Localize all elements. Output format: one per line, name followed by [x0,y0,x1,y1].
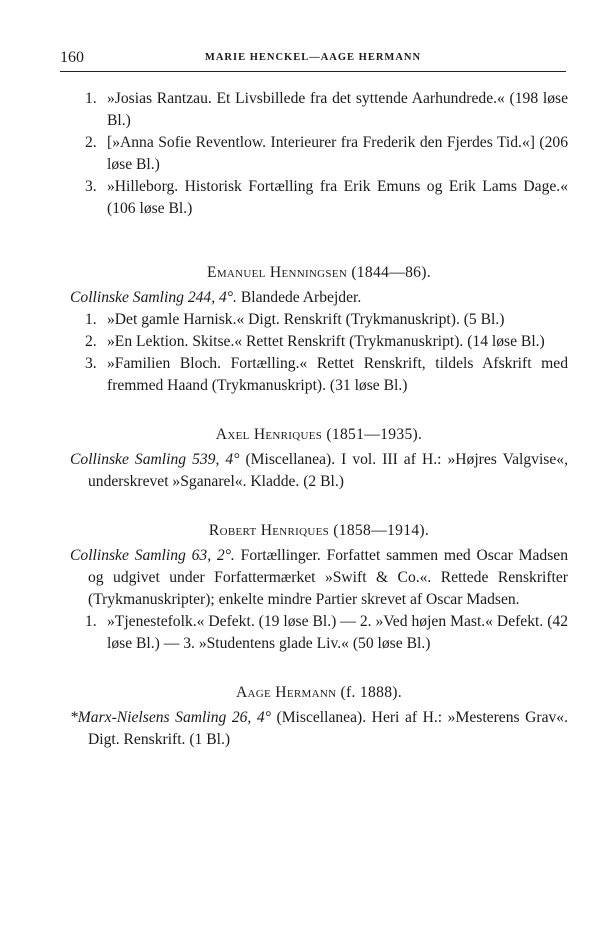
collection-text: (Miscellanea). Heri af H.: »Mesterens Grav«. Digt. Renskrift. (1 Bl.) [88,709,568,748]
collection-entry [70,545,568,611]
author-last-name: Henriques [253,426,323,443]
author-heading [70,262,568,284]
running-title: MARIE HENCKEL—AAGE HERMANN [204,52,422,63]
author-dates: (1851—1935). [326,426,423,443]
header-rule [60,71,566,72]
page-body [70,88,568,751]
item-text: »Hilleborg. Historisk Fortælling fra Erik Emuns og Erik Lams Dage.« (106 løse Bl.) [107,178,568,217]
running-head [60,49,566,69]
author-heading [70,424,568,446]
item-number: 1. [85,311,97,328]
author-section [70,682,568,751]
list-item [70,176,568,220]
author-heading [70,682,568,704]
list-item [70,611,568,655]
collection-ref: Collinske Samling 244, 4°. [70,289,237,306]
collection-entry [70,287,568,309]
collection-ref: Collinske Samling 539, 4° [70,451,240,468]
intro-list [70,88,568,220]
item-text: »Josias Rantzau. Et Livsbillede fra det syttende Aarhundrede.« (198 løse Bl.) [107,90,568,129]
author-first-name: Aage [236,684,272,701]
author-last-name: Hermann [275,684,337,701]
list-item [70,88,568,132]
item-number: 1. [85,90,97,107]
page-number: 160 [60,49,84,66]
item-number: 2. [85,333,97,350]
author-first-name: Robert [208,522,257,539]
collection-text: Blandede Arbejder. [240,289,362,306]
item-number: 3. [85,178,97,195]
collection-text: (Miscellanea). I vol. III af H.: »Højres Valgvise«, underskrevet »Sganarel«. Kladde. (2 Bl.) [88,451,568,490]
author-dates: (f. 1888). [340,684,402,701]
author-last-name: Henriques [260,522,330,539]
item-text: »Familien Bloch. Fortælling.« Rettet Renskrift, tildels Afskrift med fremmed Haand (Trykmanuskript). (31 løse Bl.) [107,355,568,394]
author-section [70,520,568,655]
author-dates: (1858—1914). [333,522,430,539]
author-first-name: Axel [215,426,250,443]
list-item [70,309,568,331]
item-number: 3. [85,355,97,372]
author-dates: (1844—86). [351,264,431,281]
list-item [70,353,568,397]
collection-text: Fortællinger. Forfattet sammen med Oscar Madsen og udgivet under Forfattermærket »Swift & Co.«. Rettede Renskrifter (Trykmanuskripter); enkelte mindre Partier skrevet af Oscar Madsen. [88,547,569,608]
item-number: 1. [85,613,97,630]
item-number: 2. [85,134,97,151]
collection-ref: Collinske Samling 63, 2°. [70,547,235,564]
author-last-name: Henningsen [269,264,348,281]
item-text: [»Anna Sofie Reventlow. Interieurer fra Frederik den Fjerdes Tid.«] (206 løse Bl.) [107,134,568,173]
item-text: »En Lektion. Skitse.« Rettet Renskrift (Trykmanuskript). (14 løse Bl.) [107,333,545,350]
item-text: »Det gamle Harnisk.« Digt. Renskrift (Trykmanuskript). (5 Bl.) [107,311,505,328]
author-section [70,424,568,493]
collection-ref: *Marx-Nielsens Samling 26, 4° [70,709,271,726]
author-heading [70,520,568,542]
list-item [70,331,568,353]
item-text: »Tjenestefolk.« Defekt. (19 løse Bl.) — 2. »Ved højen Mast.« Defekt. (42 løse Bl.) — 3. »Studentens glade Liv.« (50 løse Bl.) [107,613,568,652]
collection-entry [70,707,568,751]
list-item [70,132,568,176]
collection-entry [70,449,568,493]
author-first-name: Emanuel [207,264,266,281]
author-section [70,262,568,397]
